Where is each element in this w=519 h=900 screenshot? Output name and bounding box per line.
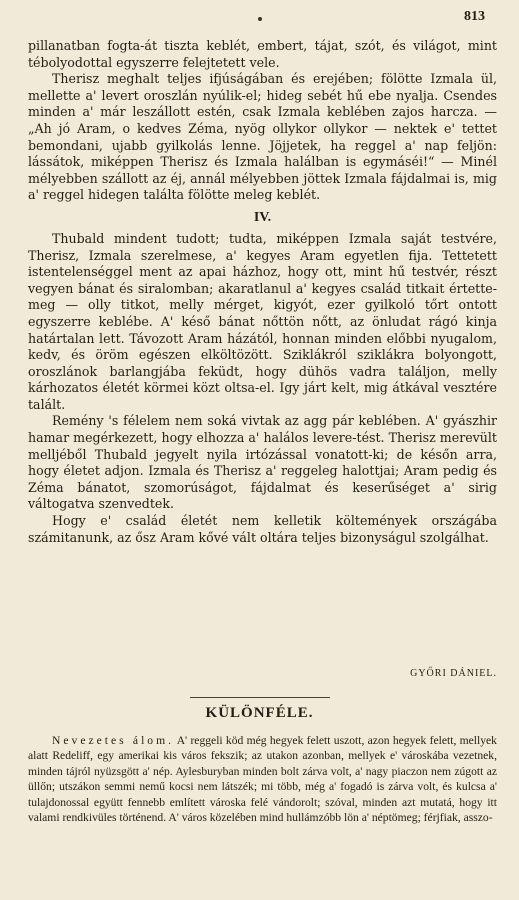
paragraph: Hogy e' család életét nem kelletik költemények országába számitanunk, az ősz Aram kővé vált oltára teljes bizonyságul szolgálhat. bbox=[28, 513, 497, 545]
paragraph: Therisz meghalt teljes ifjúságában és erejében; fölötte Izmala ül, mellette a' levert oroszlán nyúlik-el; hideg sebét hű ebe nyalja. Csendes minden a' már leszállott estén, csak Izmala keblében zajos harcza. — „Ah jó Aram, o kedves Zéma, nyög ollykor ollykor — nektek e' tettet bemondani, ujabb gyilkolás lenne. Jöjjetek, ha reggel a' nap feljön: lássátok, miképpen Therisz és Izmala halálban is egymáséi!“ — Minél mélyebben szállott az éj, annál mélyebben jöttek Izmala fájdalmai is, mig a' reggel hidegen találta fölötte meleg keblét. bbox=[28, 71, 497, 203]
paragraph: Remény 's félelem nem soká vivtak az agg pár keblében. A' gyászhir hamar megérkezett, hogy elhozza a' halálos levere-tést. Therisz merevült melljéből Thubald jegyelt nyila irtózással vonatott-ki; de későn arra, hogy életet adjon. Izmala és Therisz a' reggeleg halottjai; Aram pedig és Zéma bánatot, szomorúságot, fájdalmat és keserűséget a' sirig váltogatva szenvedtek. bbox=[28, 413, 497, 512]
author-signature: GYŐRI DÁNIEL. bbox=[410, 668, 497, 679]
news-body bbox=[28, 733, 497, 825]
paragraph: pillanatban fogta-át tiszta keblét, embert, tájat, szót, és világot, mint tébolyodottal egyszerre felejtetett vele. bbox=[28, 38, 497, 70]
paragraph bbox=[28, 733, 497, 825]
divider-line bbox=[190, 697, 330, 698]
ink-dot bbox=[258, 17, 262, 21]
section-number: IV. bbox=[253, 209, 272, 225]
paragraph: Thubald mindent tudott; tudta, miképpen Izmala saját testvére, Therisz, Izmala szerelmese, a' kegyes Aram egyetlen fija. Tettetett istentelenséggel ment az apai házhoz, hogy ott, mint hű testvér, részt vegyen bánat és siralomban; akaratlanul a' kegyes család titkait értette-meg — olly titkot, melly mérget, kigyót, ezer gyilkoló tőrt ontott egyszerre keblébe. A' késő bánat nőttön nőtt, az önludat rágó kinja határtalan lett. Távozott Aram házától, honnan minden előbbi nyugalom, kedv, és öröm egészen elköltözött. Sziklákról sziklákra bolyongott, oroszlánok barlangjába feküdt, hogy dühös vadra találjon, melly kárhozatos életét körmei közt oltsa-el. Igy járt kelt, mig átkával vesztére talált. bbox=[28, 230, 497, 412]
news-text: A' reggeli köd még hegyek felett uszott, azon hegyek felett, mellyek alatt Redeliff, egy amerikai kis város fekszik; az utakon azonban, mellyek e' városkába vezetnek, minden tájról nyüzsgött a' nép. Aylesburyban minden bolt zárva volt, a' nagy piaczon nem zúgott az üllőn; utszákon semmi nemű kocsi nem látszék; mi több, még a' fogadó is zárva volt, és kulcsa a' tulajdonossal együtt fennebb említett városka felé vándorolt; szóval, minden azt mutatá, hogy itt valami rendkivüles történend. A' város közelében mind hullámzóbb lön a' néptömeg; férjfiak, asszo- bbox=[28, 734, 497, 825]
section-heading: KÜLÖNFÉLE. bbox=[205, 705, 314, 721]
page-number: 813 bbox=[464, 9, 485, 24]
news-label: Nevezetes álom. bbox=[52, 734, 175, 747]
story-body bbox=[28, 38, 497, 546]
